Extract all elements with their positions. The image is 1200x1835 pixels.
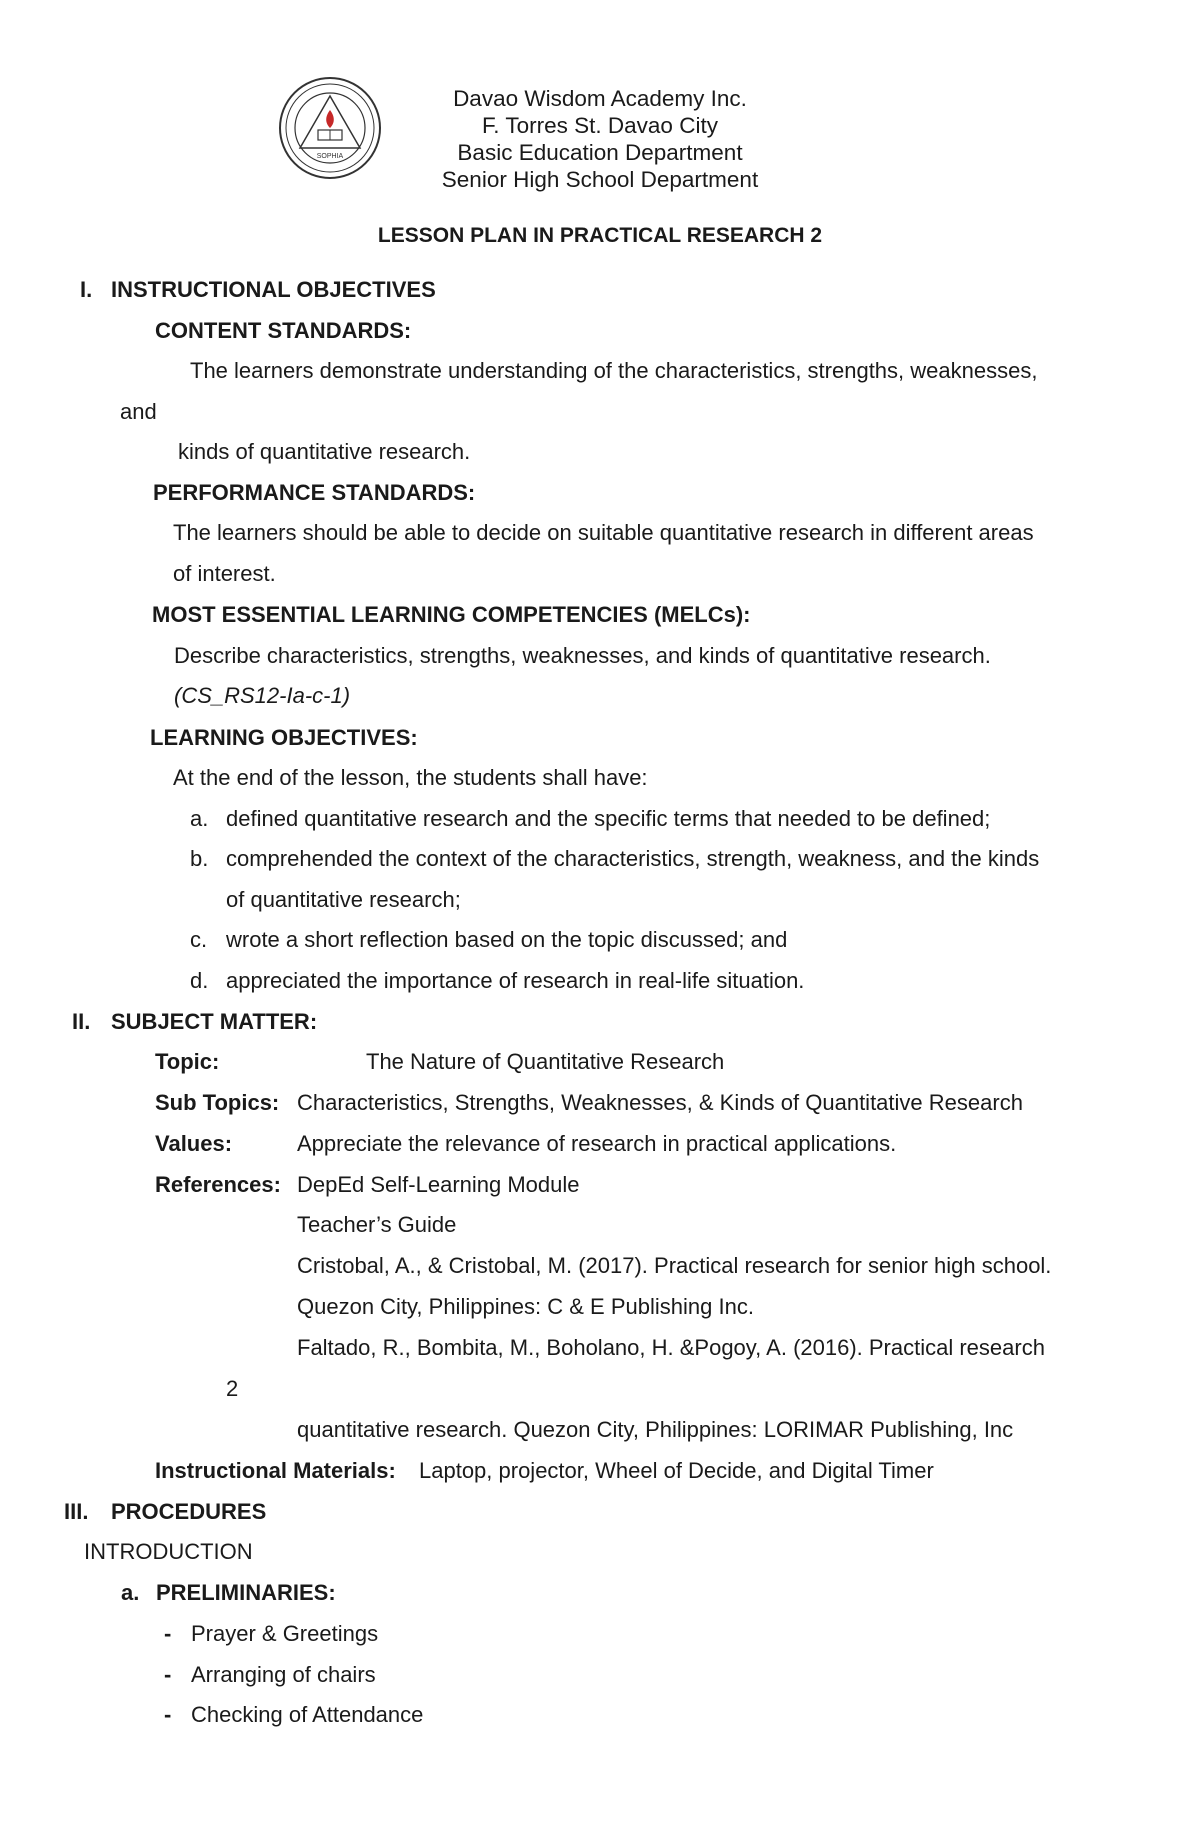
materials-label: Instructional Materials: (155, 1458, 396, 1483)
references-label: References: (155, 1172, 281, 1197)
content-standards-text-2: and (120, 399, 157, 424)
objective-letter-d: d. (190, 968, 209, 993)
content-standards-text-1: The learners demonstrate understanding of the characteristics, strengths, weaknesses, (190, 358, 1038, 383)
reference-2: Teacher’s Guide (297, 1212, 457, 1237)
section-2-number: II. (72, 1009, 91, 1034)
school-seal-logo (278, 76, 382, 180)
objective-letter-b: b. (190, 846, 209, 871)
svg-text:SOPHIA: SOPHIA (316, 153, 344, 160)
reference-3: Cristobal, A., & Cristobal, M. (2017). Practical research for senior high school. (297, 1253, 1052, 1278)
section-3-number: III. (64, 1499, 89, 1524)
preliminaries-label: PRELIMINARIES: (156, 1580, 336, 1605)
learning-objectives-label: LEARNING OBJECTIVES: (150, 725, 418, 750)
section-1-number: I. (80, 277, 93, 302)
objective-text-c: wrote a short reflection based on the topic discussed; and (226, 927, 788, 952)
bullet-dash: - (164, 1662, 172, 1687)
objective-letter-a: a. (190, 806, 209, 831)
preliminary-item-1: Prayer & Greetings (191, 1621, 379, 1646)
section-2-heading: SUBJECT MATTER: (111, 1009, 318, 1034)
section-3-heading: PROCEDURES (111, 1499, 267, 1524)
department-basic: Basic Education Department (457, 140, 743, 165)
document-title: LESSON PLAN IN PRACTICAL RESEARCH 2 (377, 224, 823, 247)
bullet-dash: - (164, 1702, 172, 1727)
bullet-dash: - (164, 1621, 172, 1646)
melc-text: Describe characteristics, strengths, weaknesses, and kinds of quantitative research. (174, 643, 991, 668)
subtopics-value: Characteristics, Strengths, Weaknesses, & Kinds of Quantitative Research (297, 1090, 1023, 1115)
objective-text-d: appreciated the importance of research in real-life situation. (226, 968, 805, 993)
reference-1: DepEd Self-Learning Module (297, 1172, 580, 1197)
preliminary-item-3: Checking of Attendance (191, 1702, 424, 1727)
performance-standards-text-1: The learners should be able to decide on suitable quantitative research in different areas (173, 520, 1034, 545)
preliminary-item-2: Arranging of chairs (191, 1662, 376, 1687)
school-name: Davao Wisdom Academy Inc. (453, 86, 747, 111)
content-standards-label: CONTENT STANDARDS: (155, 318, 412, 343)
introduction-label: INTRODUCTION (84, 1539, 253, 1564)
objective-letter-c: c. (190, 927, 208, 952)
school-address: F. Torres St. Davao City (482, 113, 718, 138)
preliminaries-letter: a. (121, 1580, 140, 1605)
performance-standards-label: PERFORMANCE STANDARDS: (153, 480, 476, 505)
objective-text-b-cont: of quantitative research; (226, 887, 461, 912)
reference-4: Faltado, R., Bombita, M., Boholano, H. &Pogoy, A. (2016). Practical research (297, 1335, 1045, 1360)
learning-objectives-intro: At the end of the lesson, the students shall have: (173, 765, 648, 790)
melc-code: (CS_RS12-Ia-c-1) (174, 683, 351, 708)
department-shs: Senior High School Department (441, 167, 759, 192)
objective-text-a: defined quantitative research and the specific terms that needed to be defined; (226, 806, 991, 831)
content-standards-text-3: kinds of quantitative research. (178, 439, 471, 464)
topic-label: Topic: (155, 1049, 220, 1074)
performance-standards-text-2: of interest. (173, 561, 276, 586)
reference-3-cont: Quezon City, Philippines: C & E Publishing Inc. (297, 1294, 754, 1319)
values-value: Appreciate the relevance of research in practical applications. (297, 1131, 897, 1156)
objective-text-b: comprehended the context of the characteristics, strength, weakness, and the kinds (226, 846, 1040, 871)
topic-value: The Nature of Quantitative Research (366, 1049, 725, 1074)
section-1-heading: INSTRUCTIONAL OBJECTIVES (111, 277, 436, 302)
reference-4-cont-a: 2 (226, 1376, 239, 1401)
values-label: Values: (155, 1131, 233, 1156)
subtopics-label: Sub Topics: (155, 1090, 280, 1115)
reference-4-cont-b: quantitative research. Quezon City, Philippines: LORIMAR Publishing, Inc (297, 1417, 1014, 1442)
melc-label: MOST ESSENTIAL LEARNING COMPETENCIES (MELCs): (152, 602, 751, 627)
materials-value: Laptop, projector, Wheel of Decide, and Digital Timer (419, 1458, 934, 1483)
